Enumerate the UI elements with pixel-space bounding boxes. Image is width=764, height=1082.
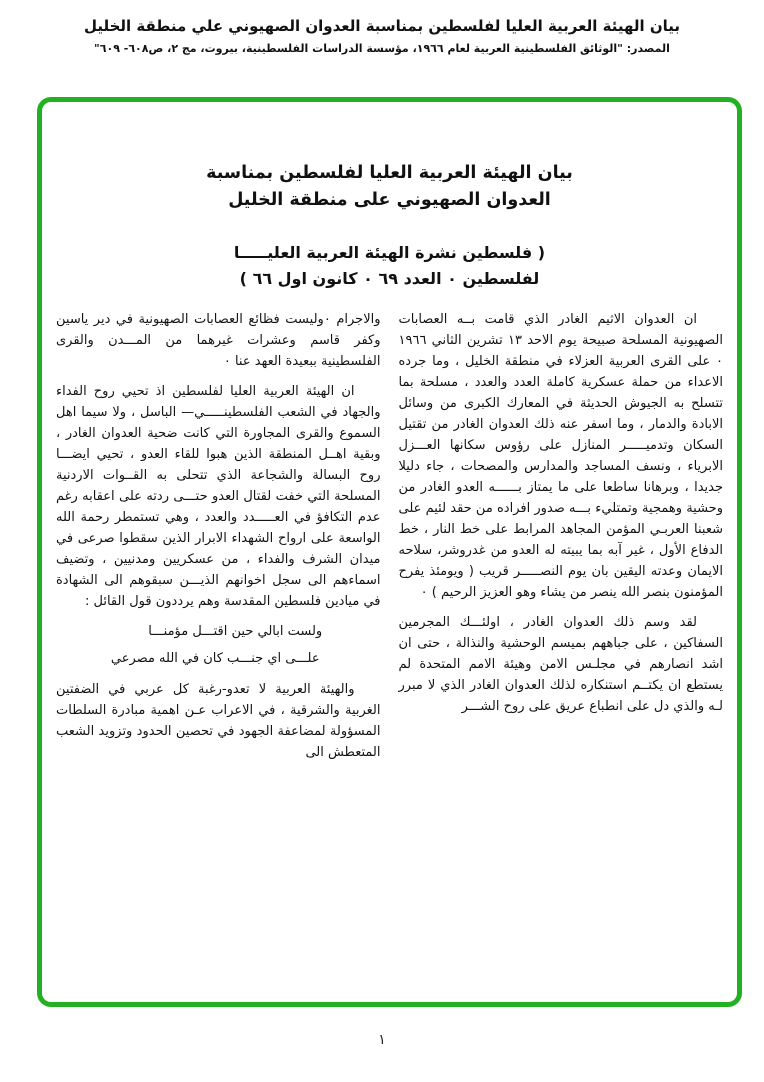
- paragraph: والهيئة العربية لا تعدو-رغبة كل عربي في الضفتين الغربية والشرقية ، في الاعراب عـن اهمية مبادرة السلطات المسؤولة لمضاعفة الجهود في تحصين الحدود وتزويد الشعب المتعطش الى: [56, 682, 381, 761]
- paragraph: ان الهيئة العربية العليا لفلسطين اذ تحيي روح الفداء والجهاد في الشعب الفلسطينـــــي— الباسل ، ولا سيما اهل السموع والقرى المجاورة التي كانت ضحية العدوان الغادر ، وبقية اهــل المنطقة الذين هبوا للقاء العدو ، تحيي ايضـــا روح البسالة والشجاعة الذي تتحلى به القــوات الاردنية المسلحة التي خفت لقتال العدو حتـــى ردته على اعقابه رغم عدم التكافؤ في العـــــدد والعدد ، وهي تستمطر رحمة الله الواسعة على ارواح الشهداء الابرار الذين سقطوا صرعى في ميدان الشرف والفداء ، من عسكريين ومدنيين ، وتضيف اسماءهم الى سجل اخوانهم الذيـــن سبقوهم الى الشهادة في ميادين فلسطين المقدسة وهم يرددون قول القائل :: [56, 384, 381, 610]
- document-title-line2: العدوان الصهيوني على منطقة الخليل: [228, 190, 551, 211]
- column-left: [56, 309, 381, 772]
- bulletin-line2: لفلسطين ٠ العدد ٦٩ ٠ كانون اول ٦٦ ): [239, 268, 540, 288]
- header-source: المصدر: "الوثائق الفلسطينية العربية لعام ١٩٦٦، مؤسسة الدراسات الفلسطينية، بيروت، مج ٢، ص٦٠٨- ٦٠٩": [94, 42, 670, 55]
- verse-line: علـــى اي جنـــب كان في الله مصرعي: [110, 651, 320, 667]
- header-title: بيان الهيئة العربية العليا لفلسطين بمناسبة العدوان الصهيوني علي منطقة الخليل: [83, 17, 681, 35]
- column-right: [399, 309, 724, 772]
- paragraph: لقد وسم ذلك العدوان الغادر ، اولئـــك المجرمين السفاكين ، على جباههم بميسم الوحشية والنذالة ، حتى ان اشد انصارهم في مجلـس الامن وهيئة الامم المتحدة لم يستطع ان يكتــم استنكاره لذلك العدوان الغادر الذي لا مبرر لـه والذي دل على انطباع عريق على روح الشـــر: [398, 615, 723, 715]
- bulletin-line1: ( فلسطين نشرة الهيئة العربية العليـــــا: [233, 243, 546, 263]
- paragraph: ان العدوان الاثيم الغادر الذي قامت بــه العصابات الصهيونية المسلحة صبيحة يوم الاحد ١٣ تشرين الثاني ١٩٦٦ ٠ على القرى العربية العزلاء في منطقة الخليل ، وما جرده الاعداء من حملة عسكرية كاملة العدد والعدد ، مسلحة بما تتسلح به الجيوش الحديثة في المعارك الكبرى من وسائل الابادة والدمار ، وما اسفر عنه ذلك العدوان الغادر من تقتيل السكان وتدميـــــر المنازل على رؤوس سكانها العـــزل الابرياء ، ونسف المساجد والمدارس والمصحات ، جاء دليلا جديدا ، وبرهانا ساطعا على ما يمتاز بــــــه العدو الغادر من وحشية وهمجية وتمتليء بـــه صدور افراده من حقد لئيم على شعبنا العربـي المؤمن المجاهد المرابط على خط النار ، خط الدفاع الأول ، غير آبه بما يبيته له العدو من غدروشر، سلاحه الايمان وعدته اليقين بان يوم النصـــــر قريب ( ويومئذ يفرح المؤمنون بنصر الله ينصر من يشاء وهو العزيز الرحيم ) ٠: [398, 312, 724, 601]
- document-title: [42, 160, 737, 214]
- body-columns: [42, 309, 737, 772]
- paragraph: والاجرام ٠وليست فظائع العصابات الصهيونية في دير ياسين وكفر قاسم وعشرات غيرهما من المـــدن والقرى الفلسطينية ببعيدة العهد عنا ٠: [56, 312, 381, 370]
- page-header: [0, 16, 764, 56]
- verse-line: ولست ابالي حين اقتـــل مؤمنـــا: [148, 624, 323, 640]
- document-frame: [37, 97, 742, 1007]
- page-number: ١: [378, 1032, 386, 1048]
- bulletin-info: [42, 240, 737, 291]
- document-title-line1: بيان الهيئة العربية العليا لفلسطين بمناسبة: [206, 163, 573, 183]
